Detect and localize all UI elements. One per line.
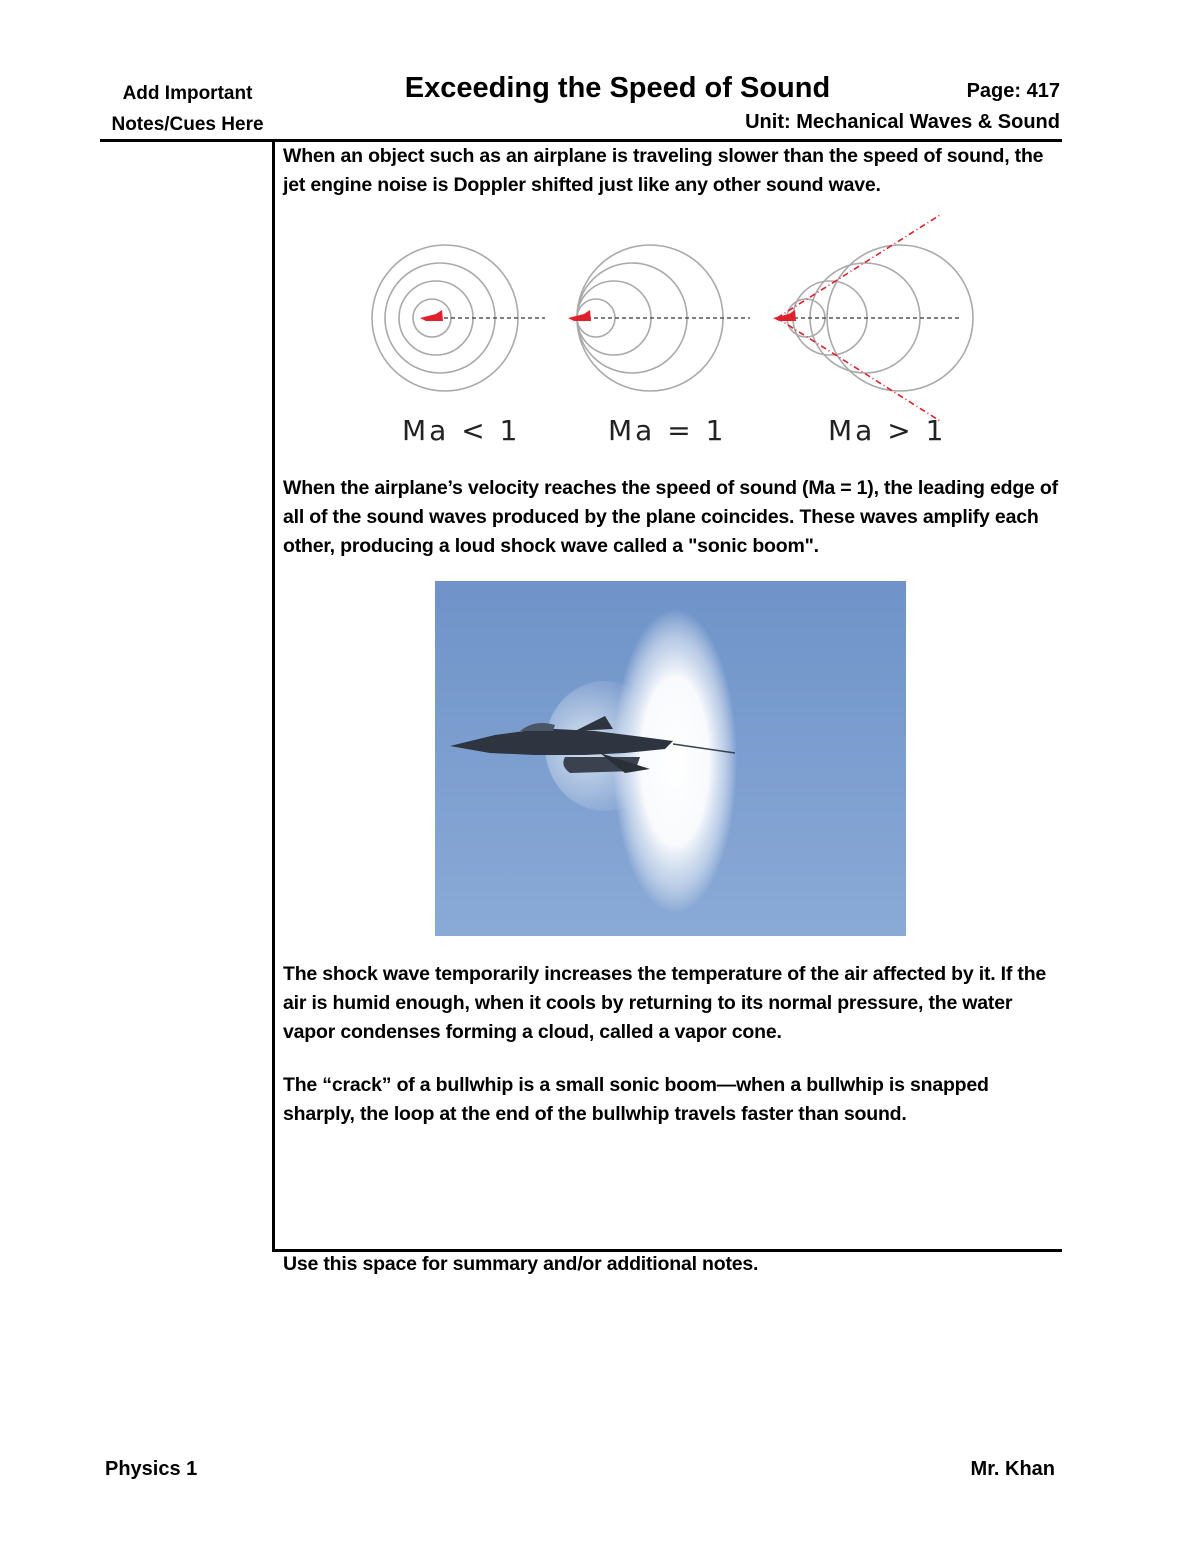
mach-number-diagram [340, 210, 1020, 460]
airplane-icon [773, 310, 796, 321]
paragraph-sonic-boom: When the airplane’s velocity reaches the speed of sound (Ma = 1), the leading edge of all of the sound waves produced by the plane coincides. These waves amplify each other, producing a loud shock wave called a "sonic boom". [283, 477, 1058, 557]
paragraph-vapor-cone: The shock wave temporarily increases the temperature of the air affected by it. If the air is humid enough, when it cools by returning to its normal pressure, the water vapor condenses forming a cloud, called a vapor cone. [283, 963, 1047, 1043]
cue-column-heading-line1: Add Important [122, 83, 253, 104]
page-number-label: Page: [966, 80, 1022, 102]
footer-course: Physics 1 [105, 1458, 198, 1480]
vapor-cone-photo [435, 581, 906, 936]
page-number [967, 80, 1060, 103]
unit-label: Unit: [745, 111, 791, 133]
cue-column-heading-line2: Notes/Cues Here [111, 114, 264, 135]
label-sonic: Ma = 1 [608, 414, 727, 447]
unit-name: Mechanical Waves & Sound [796, 111, 1060, 133]
page-number-value: 417 [1026, 80, 1060, 102]
cue-column-divider [272, 139, 275, 1252]
unit-heading [745, 111, 1060, 134]
paragraph-bullwhip: The “crack” of a bullwhip is a small sonic boom—when a bullwhip is snapped sharply, the loop at the end of the bullwhip travels faster than sound. [283, 1074, 989, 1125]
footer-teacher: Mr. Khan [970, 1458, 1055, 1480]
label-subsonic: Ma < 1 [402, 414, 521, 447]
airplane-icon [568, 310, 591, 321]
airplane-icon [420, 310, 443, 321]
label-supersonic: Ma > 1 [828, 414, 947, 447]
summary-prompt: Use this space for summary and/or additional notes. [283, 1253, 759, 1275]
paragraph-doppler: When an object such as an airplane is traveling slower than the speed of sound, the jet engine noise is Doppler shifted just like any other sound wave. [283, 145, 1044, 196]
page-title: Exceeding the Speed of Sound [404, 72, 831, 104]
